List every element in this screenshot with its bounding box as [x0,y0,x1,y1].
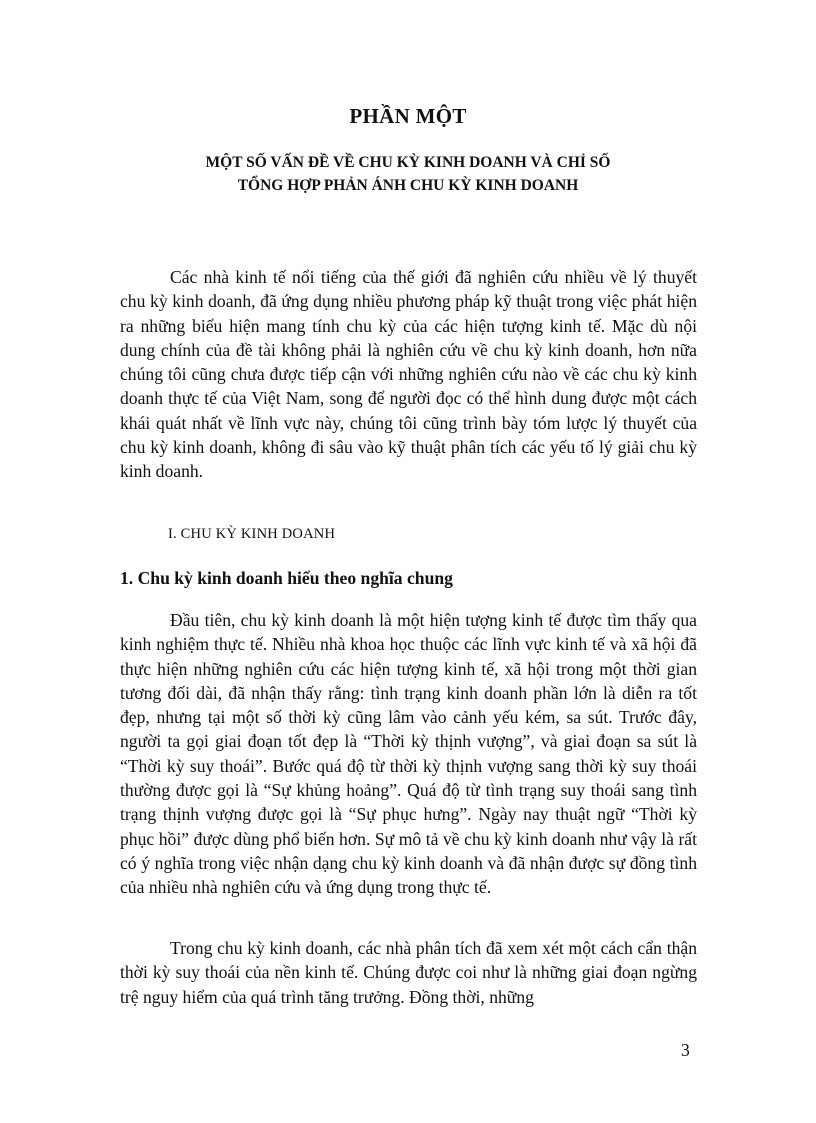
body-paragraph: Đầu tiên, chu kỳ kinh doanh là một hiện tượng kinh tế được tìm thấy qua kinh nghiệm thực tế. Nhiều nhà khoa học thuộc các lĩnh vực kinh tế và xã hội đã thực hiện những nghiên cứu các hiện tượng kinh tế, xã hội trong một thời gian tương đối dài, đã nhận thấy rằng: tình trạng kinh doanh phần lớn là diễn ra tốt đẹp, nhưng tại một số thời kỳ cũng lâm vào cảnh yếu kém, sa sút. Trước đây, người ta gọi giai đoạn tốt đẹp là “Thời kỳ thịnh vượng”, và giai đoạn sa sút là “Thời kỳ suy thoái”. Bước quá độ từ thời kỳ thịnh vượng sang thời kỳ suy thoái thường được gọi là “Sự khủng hoảng”. Quá độ từ tình trạng suy thoái sang tình trạng thịnh vượng được gọi là “Sự phục hưng”. Ngày nay thuật ngữ “Thời kỳ phục hồi” được dùng phổ biến hơn. Sự mô tả về chu kỳ kinh doanh như vậy là rất có ý nghĩa trong việc nhận dạng chu kỳ kinh doanh và đã nhận được sự đồng tình của nhiều nhà nghiên cứu và ứng dụng trong thực tế. [120,610,697,898]
part-title: PHẦN MỘT [349,104,467,128]
page-number: 3 [681,1040,690,1060]
section-heading: I. CHU KỲ KINH DOANH [168,526,336,542]
subtitle-line: MỘT SỐ VẤN ĐỀ VỀ CHU KỲ KINH DOANH VÀ CHỈ SỐ [205,154,611,171]
intro-paragraph: Các nhà kinh tế nổi tiếng của thế giới đã nghiên cứu nhiều về lý thuyết chu kỳ kinh doanh, đã ứng dụng nhiều phương pháp kỹ thuật trong việc phát hiện ra những biểu hiện mang tính chu kỳ của các hiện tượng kinh tế. Mặc dù nội dung chính của đề tài không phải là nghiên cứu về chu kỳ kinh doanh, hơn nữa chúng tôi cũng chưa được tiếp cận với những nghiên cứu nào về các chu kỳ kinh doanh thực tế của Việt Nam, song để người đọc có thể hình dung được một cách khái quát nhất về lĩnh vực này, chúng tôi cũng trình bày tóm lược lý thuyết của chu kỳ kinh doanh, không đi sâu vào kỹ thuật phân tích các yếu tố lý giải chu kỳ kinh doanh. [120,267,697,482]
chapter-subtitle [120,151,696,197]
body-paragraph: Trong chu kỳ kinh doanh, các nhà phân tích đã xem xét một cách cẩn thận thời kỳ suy thoái của nền kinh tế. Chúng được coi như là những giai đoạn ngừng trệ nguy hiểm của quá trình tăng trưởng. Đồng thời, những [120,938,697,1007]
subsection-heading: 1. Chu kỳ kinh doanh hiểu theo nghĩa chung [120,568,453,588]
subtitle-line: TỔNG HỢP PHẢN ÁNH CHU KỲ KINH DOANH [237,177,579,194]
